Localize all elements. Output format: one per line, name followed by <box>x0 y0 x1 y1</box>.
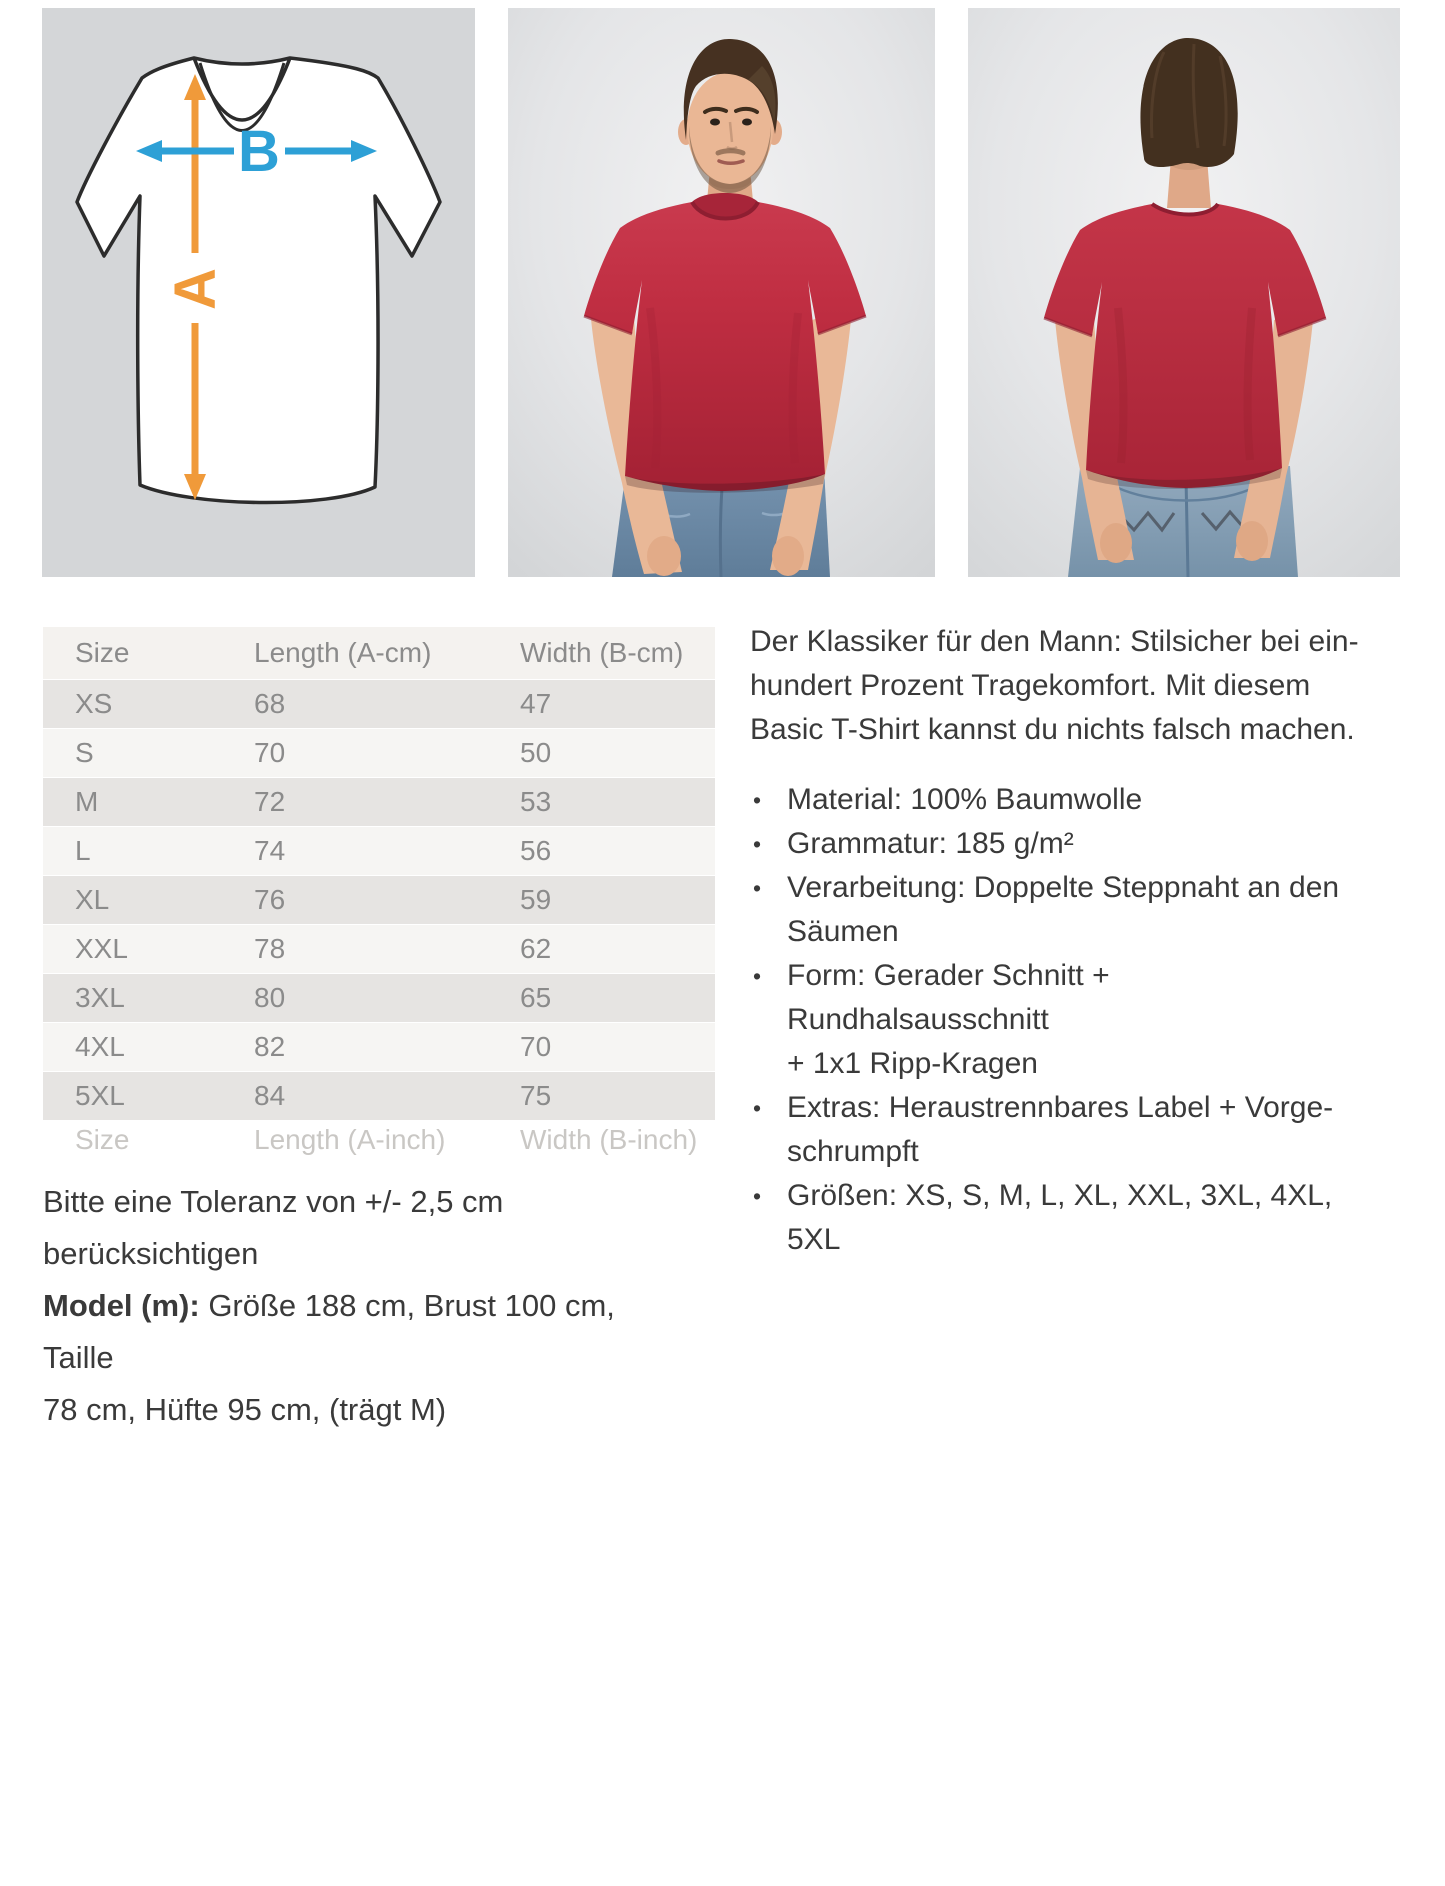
size-table <box>43 627 715 1155</box>
table-cell: 84 <box>254 1080 286 1111</box>
table-cell: 5XL <box>75 1080 125 1111</box>
table-cell: 68 <box>254 688 286 719</box>
model-front-photo <box>508 8 935 577</box>
feature-text: Verarbeitung: Doppelte Steppnaht an den Säumen <box>787 871 1340 948</box>
table-cell: 75 <box>520 1080 552 1111</box>
feature-text: Material: 100% Baumwolle <box>787 783 1143 816</box>
bullet-icon: • <box>753 787 762 813</box>
table-row <box>43 1072 715 1120</box>
table-row <box>43 680 715 728</box>
bullet-icon: • <box>753 1183 762 1209</box>
feature-text: Grammatur: 185 g/m² <box>787 827 1074 860</box>
table-cell: 70 <box>520 1031 552 1062</box>
feature-item <box>750 1086 1372 1174</box>
bullet-icon: • <box>753 831 762 857</box>
table-cell: 50 <box>520 737 552 768</box>
product-description <box>750 620 1372 1262</box>
model-front-illustration <box>508 8 935 577</box>
tolerance-note: Bitte eine Toleranz von +/- 2,5 cm berücksichtigen <box>43 1184 504 1271</box>
intro-line: Basic T-Shirt kannst du nichts falsch machen. <box>750 713 1355 746</box>
table-cell: L <box>75 835 91 866</box>
table-cell: 74 <box>254 835 286 866</box>
table-cell: 65 <box>520 982 552 1013</box>
model-back-illustration <box>968 8 1400 577</box>
feature-item <box>750 866 1372 954</box>
table-cell: 56 <box>520 835 552 866</box>
model-label: Model (m): <box>43 1288 200 1323</box>
tshirt-measurement-diagram-icon <box>42 8 475 577</box>
feature-item <box>750 954 1372 1086</box>
table-cell: 78 <box>254 933 286 964</box>
label-a: A <box>163 268 228 310</box>
model-info-line2: 78 cm, Hüfte 95 cm, (trägt M) <box>43 1392 447 1427</box>
table-row <box>43 778 715 826</box>
table-cell: XL <box>75 884 110 915</box>
table-cell: 3XL <box>75 982 125 1013</box>
size-diagram-image <box>42 8 475 577</box>
bullet-icon: • <box>753 963 762 989</box>
table-cell: 72 <box>254 786 286 817</box>
intro-line: Der Klassiker für den Mann: Stilsicher bei ein- <box>750 625 1359 658</box>
size-footnote <box>43 1176 643 1436</box>
model-back-photo <box>968 8 1400 577</box>
table-cell: 76 <box>254 884 286 915</box>
feature-item <box>750 778 1372 822</box>
feature-text: Extras: Heraustrennbares Label + Vorge- schrumpft <box>787 1091 1334 1168</box>
table-row <box>43 876 715 924</box>
bullet-icon: • <box>753 1095 762 1121</box>
intro-line: hundert Prozent Tragekomfort. Mit diesem <box>750 669 1311 702</box>
feature-text: Form: Gerader Schnitt + Rundhalsausschnitt + 1x1 Ripp-Kragen <box>787 959 1110 1080</box>
column-header-size: Size <box>75 637 130 668</box>
feature-list <box>750 778 1372 1262</box>
table-cell: 4XL <box>75 1031 125 1062</box>
table-cell: 53 <box>520 786 552 817</box>
table-cell: XS <box>75 688 113 719</box>
table-cell: 80 <box>254 982 286 1013</box>
table-row <box>43 974 715 1022</box>
clipped-next-table-row: Size Length (A-inch) Width (B-inch) <box>43 1121 715 1132</box>
table-cell: 82 <box>254 1031 286 1062</box>
label-b: B <box>238 119 280 184</box>
column-header-width: Width (B-cm) <box>520 637 684 668</box>
feature-item <box>750 822 1372 866</box>
table-cell: 62 <box>520 933 552 964</box>
model-measurements: Größe 188 cm, Brust 100 cm, Taille <box>43 1288 615 1375</box>
description-intro <box>750 620 1372 752</box>
table-cell: 59 <box>520 884 552 915</box>
feature-text: Größen: XS, S, M, L, XL, XXL, 3XL, 4XL, 5XL <box>787 1179 1333 1256</box>
table-cell: 47 <box>520 688 552 719</box>
table-cell: S <box>75 737 94 768</box>
table-row <box>43 827 715 875</box>
size-table-body <box>43 680 715 1120</box>
model-info-line1 <box>43 1280 643 1384</box>
bullet-icon: • <box>753 875 762 901</box>
table-row <box>43 925 715 973</box>
size-table-header <box>43 627 715 679</box>
table-row <box>43 729 715 777</box>
table-cell: XXL <box>75 933 128 964</box>
column-header-length: Length (A-cm) <box>254 637 432 668</box>
table-row <box>43 1023 715 1071</box>
table-cell: 70 <box>254 737 286 768</box>
table-cell: M <box>75 786 99 817</box>
feature-item <box>750 1174 1372 1262</box>
